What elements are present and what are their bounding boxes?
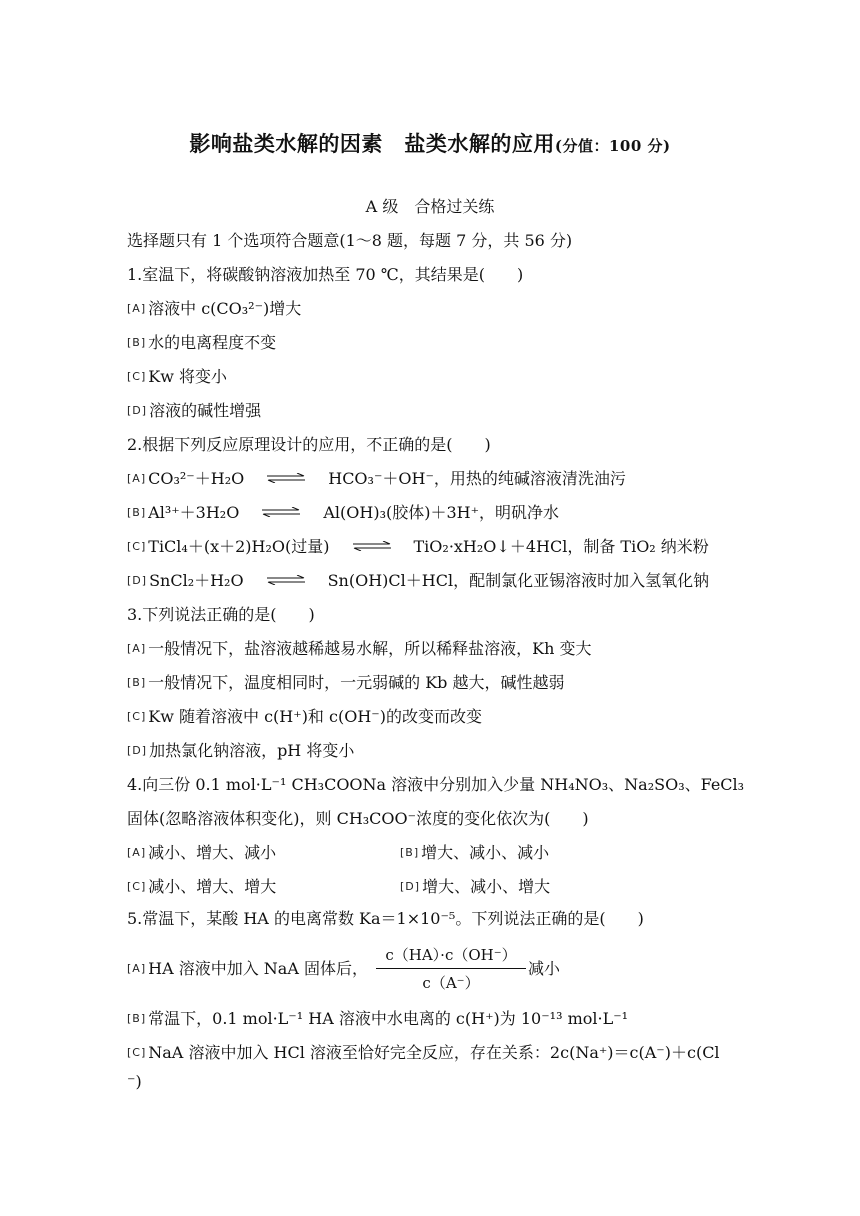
page-title bbox=[0, 128, 860, 158]
option-text: 溶液的碱性增强 bbox=[149, 401, 262, 420]
question-1-option-a[interactable] bbox=[127, 296, 301, 319]
option-tag: [B] bbox=[400, 846, 420, 859]
option-tag: [B] bbox=[127, 506, 147, 519]
option-tag: [C] bbox=[127, 540, 147, 553]
equation-left: CO₃²⁻＋H₂O bbox=[148, 469, 245, 488]
question-3-option-a[interactable] bbox=[127, 636, 591, 659]
fraction-denominator: c（A⁻） bbox=[422, 974, 480, 992]
question-5-stem: 5.常温下，某酸 HA 的电离常数 Ka＝1×10⁻⁵。下列说法正确的是( ) bbox=[127, 909, 644, 928]
option-tag: [B] bbox=[127, 676, 147, 689]
option-tag: [B] bbox=[127, 336, 147, 349]
question-1-option-d[interactable] bbox=[127, 398, 261, 421]
question-2-option-a[interactable] bbox=[127, 466, 626, 489]
option-text: 增大、减小、增大 bbox=[422, 877, 551, 896]
option-text: Kw 随着溶液中 c(H⁺)和 c(OH⁻)的改变而改变 bbox=[148, 707, 482, 726]
option-tag: [A] bbox=[127, 472, 147, 485]
question-5-option-b[interactable] bbox=[127, 1006, 628, 1029]
question-2-option-b[interactable] bbox=[127, 500, 559, 523]
equation-left: Al³⁺＋3H₂O bbox=[148, 503, 240, 522]
option-tag: [D] bbox=[127, 404, 148, 417]
question-3-stem: 3.下列说法正确的是( ) bbox=[127, 605, 315, 624]
equation-right: TiO₂·xH₂O↓＋4HCl，制备 TiO₂ 纳米粉 bbox=[413, 537, 709, 556]
option-tag: [A] bbox=[127, 302, 147, 315]
question-1-stem: 1.室温下，将碳酸钠溶液加热至 70 ℃，其结果是( ) bbox=[127, 265, 524, 284]
question-3-option-b[interactable] bbox=[127, 670, 565, 693]
option-text: 减小、增大、减小 bbox=[148, 843, 277, 862]
option-text: 加热氯化钠溶液，pH 将变小 bbox=[149, 741, 355, 760]
option-text: 水的电离程度不变 bbox=[148, 333, 277, 352]
option-text: HA 溶液中加入 NaA 固体后， bbox=[148, 959, 368, 978]
section-level-heading: A 级 合格过关练 bbox=[365, 197, 495, 216]
option-text: 溶液中 c(CO₃²⁻)增大 bbox=[148, 299, 302, 318]
question-5-option-a-suffix: 减小 bbox=[528, 959, 561, 978]
question-2-stem: 2.根据下列反应原理设计的应用，不正确的是( ) bbox=[127, 435, 491, 454]
question-1-option-c[interactable] bbox=[127, 364, 227, 387]
option-tag: [C] bbox=[127, 880, 147, 893]
question-4-option-b[interactable] bbox=[400, 840, 549, 863]
question-3-option-c[interactable] bbox=[127, 704, 482, 727]
option-tag: [A] bbox=[127, 962, 147, 975]
fraction-numerator: c（HA）·c（OH⁻） bbox=[376, 944, 526, 969]
question-5-fraction bbox=[376, 944, 526, 993]
instructions: 选择题只有 1 个选项符合题意(1～8 题，每题 7 分，共 56 分) bbox=[127, 231, 573, 250]
option-tag: [D] bbox=[127, 744, 148, 757]
question-4-option-d[interactable] bbox=[400, 874, 550, 897]
option-text: 一般情况下，温度相同时，一元弱碱的 Kb 越大，碱性越弱 bbox=[148, 673, 565, 692]
score-note: (分值：100 分) bbox=[554, 137, 671, 155]
option-tag: [A] bbox=[127, 846, 147, 859]
option-tag: [D] bbox=[127, 574, 148, 587]
question-3-option-d[interactable] bbox=[127, 738, 354, 761]
option-text: 增大、减小、减小 bbox=[421, 843, 550, 862]
question-2-option-d[interactable] bbox=[127, 568, 709, 591]
option-text: 常温下，0.1 mol·L⁻¹ HA 溶液中水电离的 c(H⁺)为 10⁻¹³ mol·L⁻¹ bbox=[148, 1009, 629, 1028]
question-4-option-c[interactable] bbox=[127, 874, 276, 897]
option-text: 一般情况下，盐溶液越稀越易水解，所以稀释盐溶液，Kh 变大 bbox=[148, 639, 592, 658]
title-text: 影响盐类水解的因素 盐类水解的应用 bbox=[189, 131, 555, 156]
option-tag: [C] bbox=[127, 1046, 147, 1059]
equilibrium-arrow-icon bbox=[266, 473, 306, 483]
question-4-stem-line-2: 固体(忽略溶液体积变化)，则 CH₃COO⁻浓度的变化依次为( ) bbox=[127, 809, 589, 828]
option-text: NaA 溶液中加入 HCl 溶液至恰好完全反应，存在关系：2c(Na⁺)＝c(A⁻)＋c(Cl bbox=[148, 1043, 720, 1062]
equation-right: HCO₃⁻＋OH⁻，用热的纯碱溶液清洗油污 bbox=[328, 469, 626, 488]
option-text: Kw 将变小 bbox=[148, 367, 228, 386]
question-5-option-a[interactable] bbox=[127, 956, 368, 979]
equilibrium-arrow-icon bbox=[261, 507, 301, 517]
question-1-option-b[interactable] bbox=[127, 330, 276, 353]
option-tag: [A] bbox=[127, 642, 147, 655]
option-tag: [C] bbox=[127, 710, 147, 723]
equation-left: TiCl₄＋(x＋2)H₂O(过量) bbox=[148, 537, 330, 556]
option-tag: [D] bbox=[400, 880, 421, 893]
option-tag: [C] bbox=[127, 370, 147, 383]
option-text: 减小、增大、增大 bbox=[148, 877, 277, 896]
question-5-option-c-continuation: ⁻) bbox=[127, 1072, 142, 1091]
question-4-stem-line-1: 4.向三份 0.1 mol·L⁻¹ CH₃COONa 溶液中分别加入少量 NH₄NO₃、Na₂SO₃、FeCl₃ bbox=[127, 775, 745, 794]
equilibrium-arrow-icon bbox=[352, 541, 392, 551]
question-2-option-c[interactable] bbox=[127, 534, 709, 557]
question-4-option-a[interactable] bbox=[127, 840, 276, 863]
equation-right: Sn(OH)Cl＋HCl，配制氯化亚锡溶液时加入氢氧化钠 bbox=[327, 571, 710, 590]
question-5-option-c[interactable] bbox=[127, 1040, 720, 1063]
equation-left: SnCl₂＋H₂O bbox=[149, 571, 244, 590]
equation-right: Al(OH)₃(胶体)＋3H⁺，明矾净水 bbox=[323, 503, 560, 522]
equilibrium-arrow-icon bbox=[266, 575, 306, 585]
option-tag: [B] bbox=[127, 1012, 147, 1025]
